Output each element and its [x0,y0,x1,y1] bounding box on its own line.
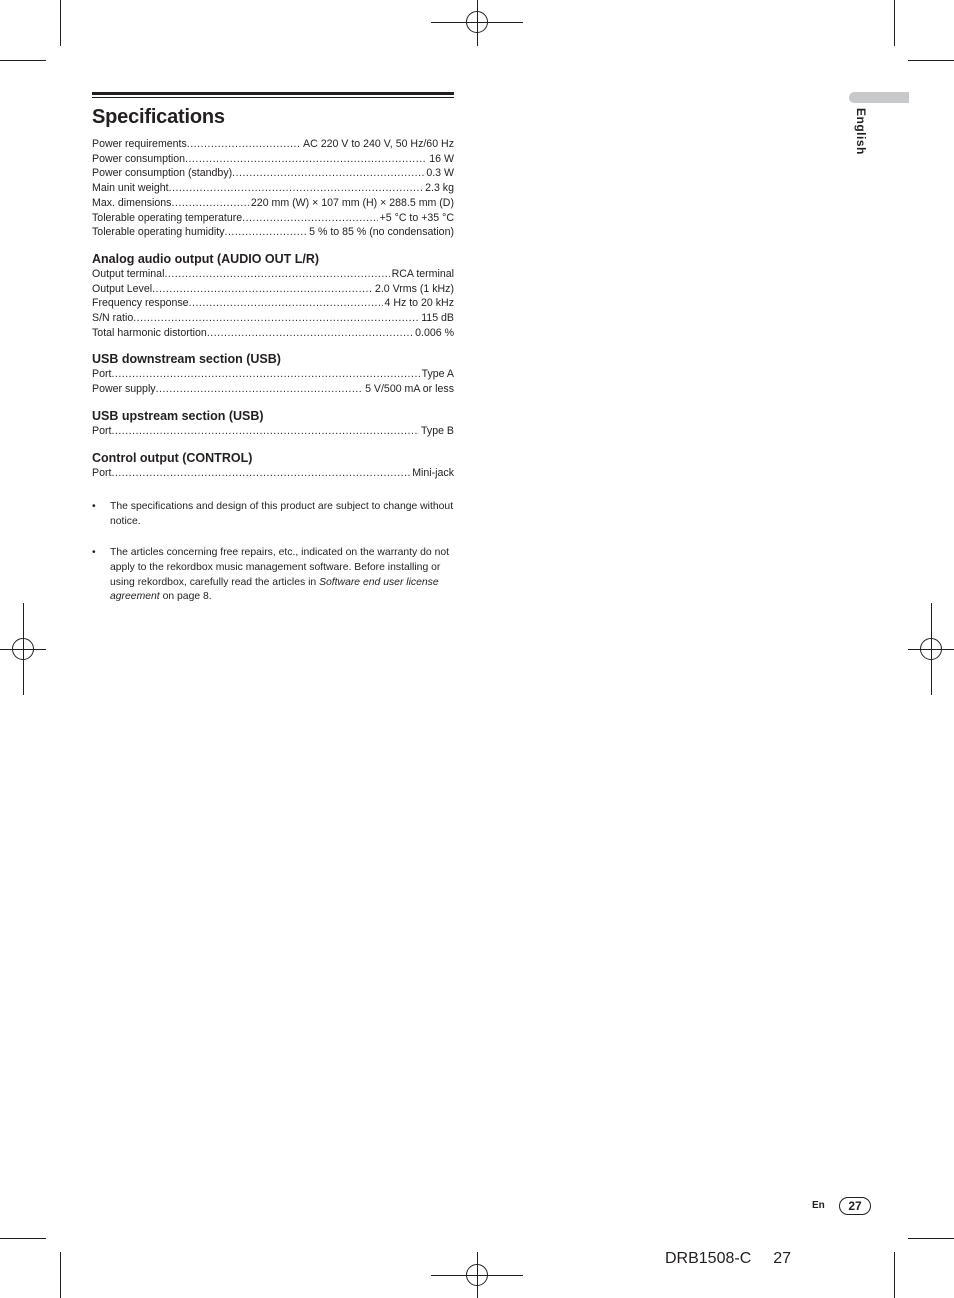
language-tab [849,92,909,103]
spec-row: Frequency response ..... 4 Hz to 20 kHz [92,296,454,311]
heading-rule-thin [92,97,454,98]
print-footer [665,1250,791,1268]
bullet: • [92,547,96,559]
note-item [92,500,454,529]
spec-row: Main unit weight ..... 2.3 kg [92,181,454,196]
section-usb-upstream [92,409,454,439]
section-analog-audio-output [92,252,454,341]
general-spec-list [92,137,454,240]
spec-row: Total harmonic distortion ..... 0.006 % [92,326,454,341]
language-label: English [854,108,868,155]
spec-row: Power requirements ..... AC 220 V to 240 V, 50 Hz/60 Hz [92,137,454,152]
spec-row: Max. dimensions ..... 220 mm (W) × 107 mm (H) × 288.5 mm (D) [92,196,454,211]
section-usb-downstream [92,352,454,396]
section-heading: Analog audio output (AUDIO OUT L/R) [92,251,320,266]
print-page-number: 27 [773,1250,792,1267]
license-agreement-title: Software end user license agreement [110,576,439,603]
doc-code: DRB1508-C [665,1250,752,1267]
page-title: Specifications [92,106,225,128]
spec-row: Tolerable operating humidity ..... 5 % to 85 % (no condensation) [92,225,454,240]
spec-row: Port ..... Type B [92,424,454,439]
note-item [92,546,454,604]
note-text: The articles concerning free repairs, etc., indicated on the warranty do not apply to the rekordbox music management software. Before installing or using rekordbox, carefully read the articles in Software end user license agreement on page 8. [110,547,450,603]
spec-row: Power supply ..... 5 V/500 mA or less [92,382,454,397]
heading-rule-thick [92,92,454,95]
bullet: • [92,501,96,513]
spec-row: Tolerable operating temperature ..... +5 °C to +35 °C [92,211,454,226]
spec-row: Power consumption ..... 16 W [92,152,454,167]
specifications-column [92,92,454,622]
section-heading: Control output (CONTROL) [92,450,253,465]
section-heading: USB downstream section (USB) [92,352,281,367]
section-control-output [92,451,454,481]
section-heading: USB upstream section (USB) [92,408,264,423]
spec-row: Power consumption (standby) ..... 0.3 W [92,166,454,181]
spec-row: Output Level ..... 2.0 Vrms (1 kHz) [92,282,454,297]
notes-list [92,500,454,605]
spec-row: Output terminal ..... RCA terminal [92,267,454,282]
note-text: The specifications and design of this product are subject to change without notice. [110,501,454,527]
spec-row: Port ..... Type A [92,367,454,382]
spec-row: Port ..... Mini-jack [92,466,454,481]
spec-row: S/N ratio ..... 115 dB [92,311,454,326]
page-number-badge: 27 [839,1197,871,1215]
page-language-abbr: En [812,1200,825,1211]
